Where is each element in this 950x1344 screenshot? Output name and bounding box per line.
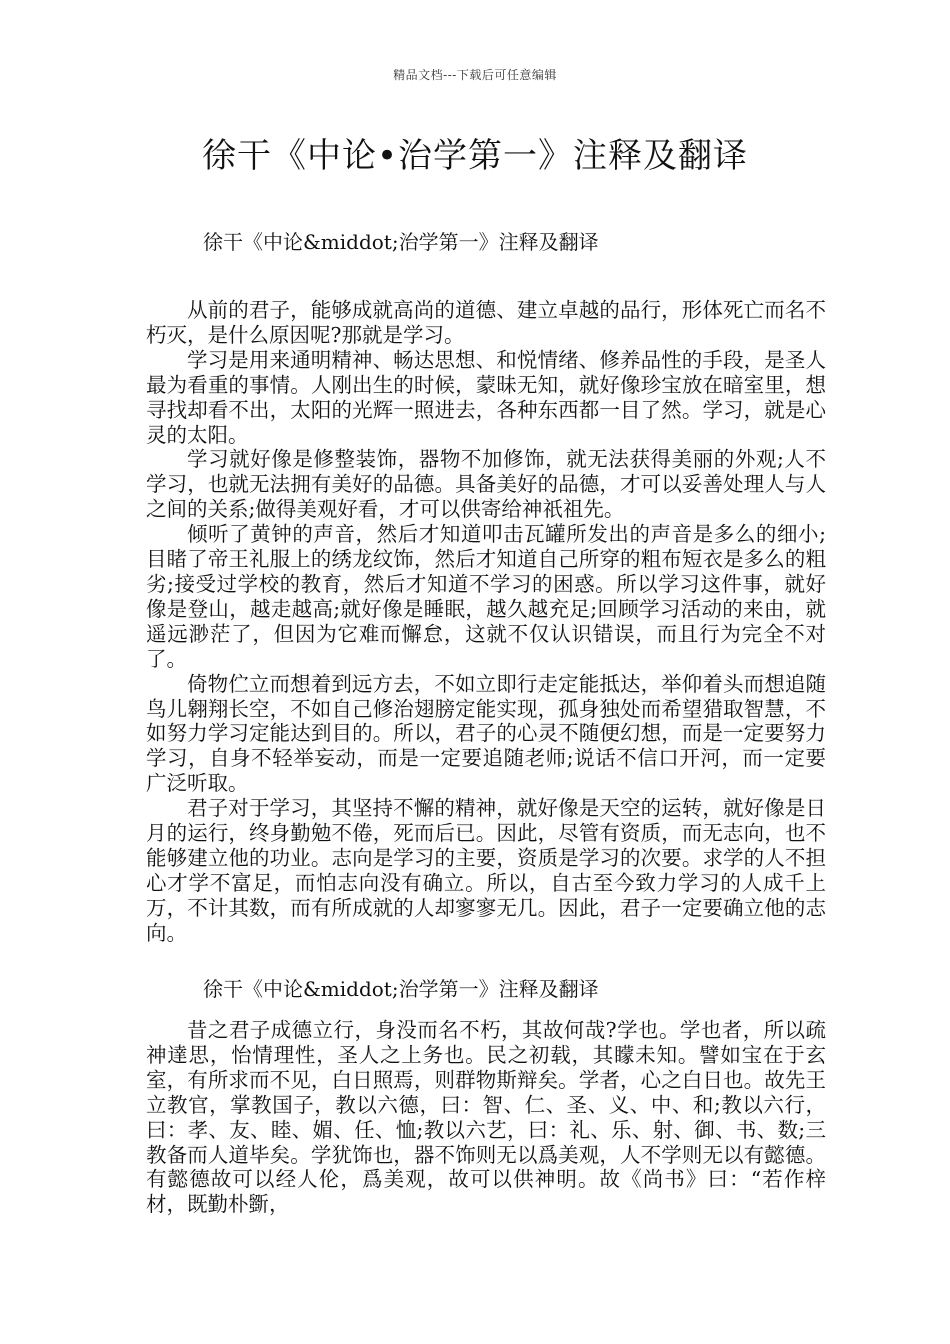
paragraph: 倚物伫立而想着到远方去，不如立即行走定能抵达，举仰着头而想追随鸟儿翱翔长空，不如自己修治翅膀定能实现，孤身独处而希望猎取智慧，不如努力学习定能达到目的。所以，君子的心灵不随便幻想，而是一定要努力学习，自身不轻举妄动，而是一定要追随老师;说话不信口开河，而一定要广泛听取。 (146, 671, 826, 796)
original-section-body (146, 1018, 826, 1217)
paragraph: 倾听了黄钟的声音，然后才知道叩击瓦罐所发出的声音是多么的细小;目睹了帝王礼服上的绣龙纹饰，然后才知道自己所穿的粗布短衣是多么的粗劣;接受过学校的教育，然后才知道不学习的困惑。所以学习这件事，就好像是登山，越走越高;就好像是睡眠，越久越充足;回顾学习活动的来由，就遥远渺茫了，但因为它难而懈怠，这就不仅认识错误，而且行为完全不对了。 (146, 522, 826, 671)
paragraph: 从前的君子，能够成就高尚的道德、建立卓越的品行，形体死亡而名不朽灭，是什么原因呢?那就是学习。 (146, 298, 826, 347)
original-section-heading: 徐干《中论&middot;治学第一》注释及翻译 (203, 977, 599, 1001)
paragraph: 学习是用来通明精神、畅达思想、和悦情绪、修养品性的手段，是圣人最为看重的事情。人刚出生的时候，蒙昧无知，就好像珍宝放在暗室里，想寻找却看不出，太阳的光辉一照进去，各种东西都一目了然。学习，就是心灵的太阳。 (146, 347, 826, 447)
document-title: 徐干《中论•治学第一》注释及翻译 (201, 136, 749, 176)
header-note: 精品文档---下载后可任意编辑 (393, 68, 557, 82)
paragraph: 学习就好像是修整装饰，器物不加修饰，就无法获得美丽的外观;人不学习，也就无法拥有美好的品德。具备美好的品德，才可以妥善处理人与人之间的关系;做得美观好看，才可以供寄给神祇祖先。 (146, 447, 826, 522)
paragraph: 昔之君子成德立行，身没而名不朽，其故何哉?学也。学也者，所以疏神達思，怡情理性，圣人之上务也。民之初载，其矇未知。譬如宝在于玄室，有所求而不见，白日照焉，则群物斯辩矣。学者，心之白日也。故先王立教官，掌教国子，教以六德，曰：智、仁、圣、义、中、和;教以六行，曰：孝、友、睦、媚、任、恤;教以六艺，曰：礼、乐、射、御、书、数;三教备而人道毕矣。学犹饰也，器不饰则无以爲美观，人不学则无以有懿德。有懿德故可以经人伦，爲美观，故可以供神明。故《尚书》曰：“若作梓材，既勤朴斵， (146, 1018, 826, 1217)
translation-section-body (146, 298, 826, 946)
paragraph: 君子对于学习，其坚持不懈的精神，就好像是天空的运转，就好像是日月的运行，终身勤勉不倦，死而后已。因此，尽管有资质，而无志向，也不能够建立他的功业。志向是学习的主要，资质是学习的次要。求学的人不担心才学不富足，而怕志向没有确立。所以，自古至今致力学习的人成千上万，不计其数，而有所成就的人却寥寥无几。因此，君子一定要确立他的志向。 (146, 796, 826, 945)
translation-section-heading: 徐干《中论&middot;治学第一》注释及翻译 (203, 230, 599, 254)
